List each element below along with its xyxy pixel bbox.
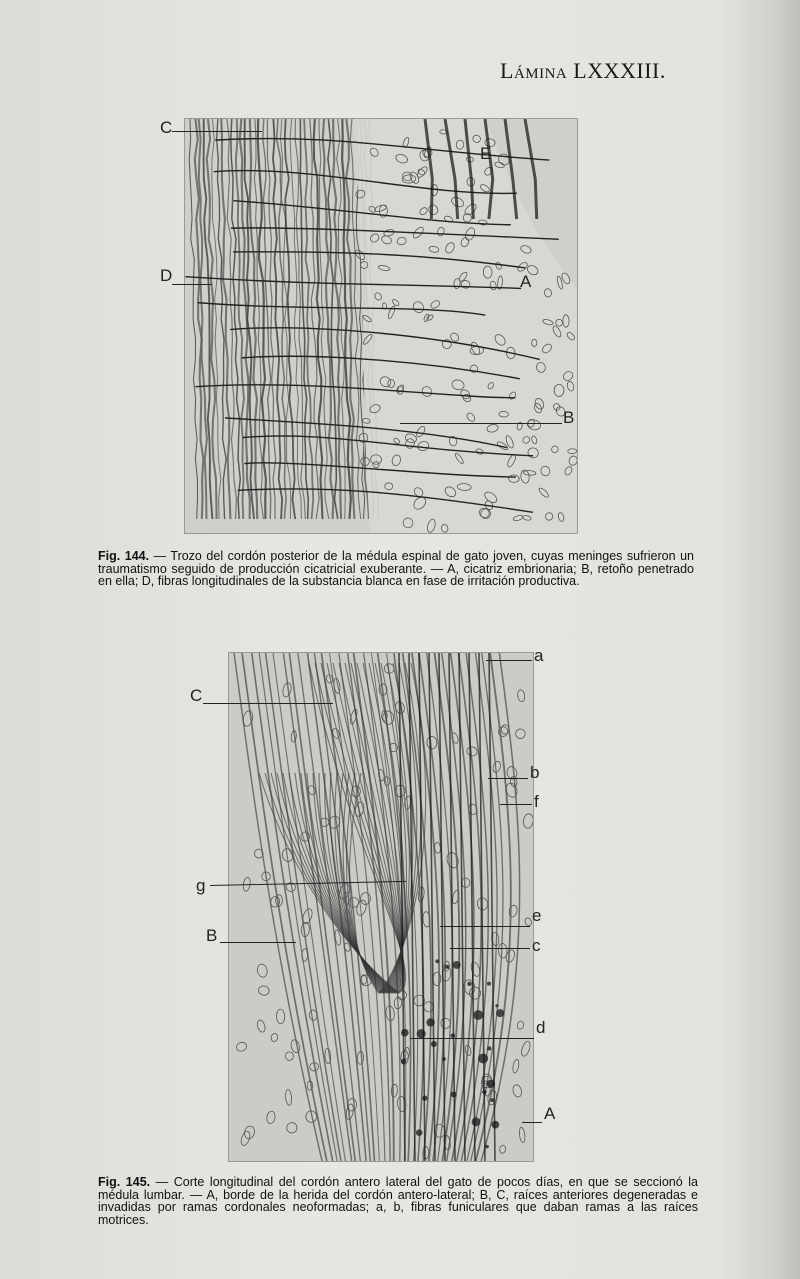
fig144-label-b: B <box>563 408 575 427</box>
fig145-caption-number: Fig. 145. <box>98 1175 151 1189</box>
fig145-label-a-lower: a <box>534 646 544 665</box>
fig144-leader-d <box>172 284 212 285</box>
fig144-label-c: C <box>160 118 173 137</box>
fig145-label-g: g <box>196 876 206 895</box>
fig144-leader-b <box>400 423 562 424</box>
fig145-leader-b-upper <box>220 942 296 943</box>
fig145-label-b-upper: B <box>206 926 218 945</box>
fig144-caption-number: Fig. 144. <box>98 549 150 563</box>
figure-144-illustration <box>184 118 578 534</box>
fig145-label-a-upper: A <box>544 1104 556 1123</box>
fig144-label-a: A <box>520 272 532 291</box>
figure-144-caption <box>98 550 694 588</box>
plate-title: Lámina LXXXIII. <box>500 58 666 83</box>
fig145-label-c-upper: C <box>190 686 203 705</box>
fig145-leader-a-upper <box>522 1122 542 1123</box>
fig145-leader-a-lower <box>486 660 532 661</box>
fig145-label-d-lower: d <box>536 1018 546 1037</box>
fig144-label-d: D <box>160 266 173 285</box>
fig145-leader-c-upper <box>203 703 333 704</box>
fig145-caption-text: — Corte longitudinal del cordón antero lateral del gato de pocos días, en que se seccionó la médula lumbar. — A, borde de la herida del cordón antero-lateral; B, C, raíces anteriores degeneradas e invadidas por ramas cordonales neoformadas; a, b, fibras funiculares que daban ramas a las raíces motrices. <box>98 1175 698 1227</box>
figure-145-illustration <box>228 652 534 1162</box>
fig145-leader-c-lower <box>450 948 530 949</box>
fig145-label-c-lower: c <box>532 936 541 955</box>
fig145-label-f: f <box>534 792 539 811</box>
fig145-leader-d-lower <box>410 1038 534 1039</box>
figure-145-caption <box>98 1176 698 1226</box>
fig144-caption-text: — Trozo del cordón posterior de la médula espinal de gato joven, cuyas meninges sufrieron un traumatismo seguido de producción cicatricial exuberante. — A, cicatriz embrionaria; B, retoño penetrado en ella; D, fibras longitudinales de la substancia blanca en fase de irritación productiva. <box>98 549 694 588</box>
fig145-leader-f <box>500 804 532 805</box>
fig144-leader-c <box>172 131 262 132</box>
fig145-leader-b-lower <box>488 778 528 779</box>
fig144-label-e: E <box>480 144 492 163</box>
fig145-leader-e-lower <box>440 926 530 927</box>
fig145-label-e-lower: e <box>532 906 542 925</box>
fig145-label-b-lower: b <box>530 763 540 782</box>
